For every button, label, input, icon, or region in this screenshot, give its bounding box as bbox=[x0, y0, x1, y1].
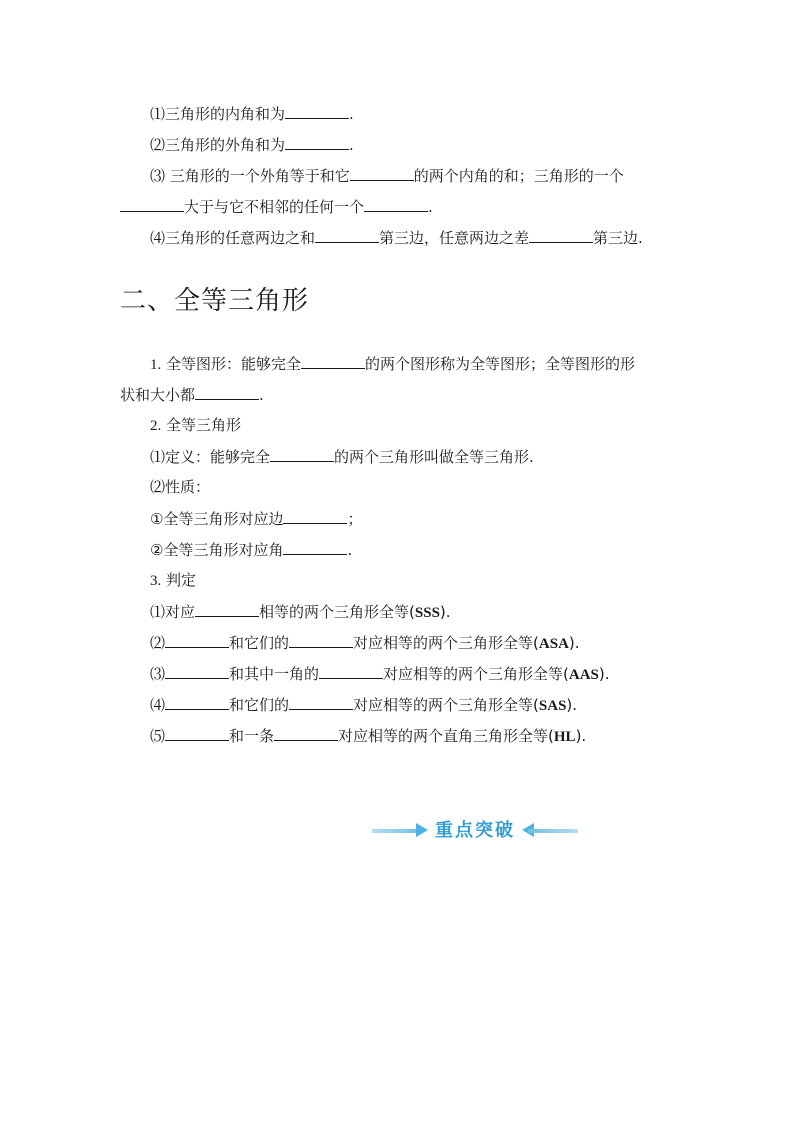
criterion-aas bbox=[150, 663, 794, 685]
item-text: 三角形的一个外角等于和它 bbox=[165, 167, 350, 185]
criterion-abbr: AAS bbox=[568, 667, 599, 683]
para-2-2 bbox=[150, 477, 794, 498]
item-1 bbox=[150, 103, 794, 125]
fill-blank[interactable] bbox=[319, 663, 383, 679]
criterion-sas bbox=[150, 694, 794, 716]
item-number: ⑴ bbox=[150, 450, 166, 466]
item-text: 三角形的外角和为 bbox=[165, 136, 286, 154]
fill-blank[interactable] bbox=[270, 446, 334, 462]
fill-blank[interactable] bbox=[315, 227, 379, 243]
item-text: 对应相等的两个三角形全等( bbox=[353, 696, 539, 714]
circled-number: ① bbox=[150, 510, 164, 528]
item-number: ⑶ bbox=[150, 169, 166, 185]
item-text: 三角形的内角和为 bbox=[165, 105, 286, 123]
item-text: 相等的两个三角形全等( bbox=[259, 603, 415, 621]
fill-blank[interactable] bbox=[285, 103, 349, 119]
criterion-asa bbox=[150, 632, 794, 654]
item-text: 和它们的 bbox=[229, 634, 290, 652]
fill-blank[interactable] bbox=[195, 601, 259, 617]
item-text: 的两个内角的和；三角形的一个 bbox=[413, 167, 624, 185]
item-3-cont bbox=[120, 196, 794, 217]
para-1 bbox=[150, 353, 794, 375]
criterion-hl bbox=[150, 725, 794, 747]
fill-blank[interactable] bbox=[285, 134, 349, 150]
fill-blank[interactable] bbox=[289, 694, 353, 710]
item-number: ⑸ bbox=[150, 729, 166, 745]
item-text: 和其中一角的 bbox=[229, 665, 320, 683]
item-number: ⑷ bbox=[150, 698, 166, 714]
item-text-end: ). bbox=[439, 603, 451, 621]
fill-blank[interactable] bbox=[274, 725, 338, 741]
fill-blank[interactable] bbox=[364, 196, 428, 212]
item-text: 定义：能够完全 bbox=[165, 448, 271, 466]
item-number: ⑶ bbox=[150, 667, 166, 683]
section-heading: 二、全等三角形 bbox=[120, 286, 310, 316]
item-text: 对应相等的两个三角形全等( bbox=[353, 634, 539, 652]
item-number: ⑴ bbox=[150, 107, 166, 123]
para-2-1 bbox=[150, 446, 794, 468]
item-text: 对应 bbox=[165, 603, 196, 621]
item-text: 第三边. bbox=[593, 229, 643, 247]
item-text-end: ). bbox=[566, 696, 578, 714]
item-text-end: . bbox=[349, 105, 354, 123]
criterion-abbr: ASA bbox=[538, 636, 569, 652]
para-2-2-a bbox=[150, 508, 794, 529]
fill-blank[interactable] bbox=[195, 384, 259, 400]
banner-title: 重点突破 bbox=[435, 820, 515, 841]
fill-blank[interactable] bbox=[283, 539, 347, 555]
item-text: 和它们的 bbox=[229, 696, 290, 714]
item-number: ⑷ bbox=[150, 231, 166, 247]
fill-blank[interactable] bbox=[165, 725, 229, 741]
item-text: 和一条 bbox=[229, 727, 275, 745]
fill-blank[interactable] bbox=[289, 632, 353, 648]
para-number: 2. bbox=[150, 418, 162, 434]
item-2 bbox=[150, 134, 794, 156]
para-text: 全等三角形 bbox=[161, 416, 242, 434]
para-2 bbox=[150, 415, 794, 436]
para-text: 全等图形：能够完全 bbox=[161, 355, 302, 373]
criterion-abbr: SAS bbox=[538, 698, 567, 714]
item-text: 对应相等的两个直角三角形全等( bbox=[338, 727, 554, 745]
item-4 bbox=[150, 227, 794, 249]
item-text-end: . bbox=[428, 198, 433, 216]
item-text: 性质： bbox=[165, 478, 211, 496]
banner-right-bar bbox=[528, 829, 578, 833]
item-text-end: . bbox=[347, 541, 353, 559]
fill-blank[interactable] bbox=[283, 508, 347, 524]
fill-blank[interactable] bbox=[120, 196, 184, 212]
fill-blank[interactable] bbox=[301, 353, 365, 369]
criterion-abbr: SSS bbox=[414, 605, 440, 621]
item-text-end: ). bbox=[598, 665, 610, 683]
item-text: 全等三角形对应边 bbox=[163, 510, 284, 528]
fill-blank[interactable] bbox=[165, 632, 229, 648]
item-text: 三角形的任意两边之和 bbox=[165, 229, 316, 247]
para-1-cont bbox=[120, 384, 794, 405]
item-text: 全等三角形对应角 bbox=[163, 541, 284, 559]
item-number: ⑵ bbox=[150, 138, 166, 154]
item-3 bbox=[150, 165, 794, 187]
para-text-end: . bbox=[259, 386, 264, 404]
item-text: 对应相等的两个三角形全等( bbox=[383, 665, 569, 683]
item-text-end: ). bbox=[568, 634, 580, 652]
para-number: 3. bbox=[150, 573, 162, 589]
item-text: 的两个三角形叫做全等三角形. bbox=[334, 448, 534, 466]
item-text: 大于与它不相邻的任何一个 bbox=[184, 198, 365, 216]
fill-blank[interactable] bbox=[350, 165, 414, 181]
item-text-end: . bbox=[349, 136, 354, 154]
criterion-abbr: HL bbox=[553, 729, 576, 745]
para-text: 状和大小都 bbox=[120, 386, 196, 404]
item-number: ⑴ bbox=[150, 605, 166, 621]
criterion-sss bbox=[150, 601, 794, 623]
fill-blank[interactable] bbox=[529, 227, 593, 243]
para-3 bbox=[150, 570, 794, 591]
para-text: 的两个图形称为全等图形；全等图形的形 bbox=[365, 355, 636, 373]
para-number: 1. bbox=[150, 357, 162, 373]
para-text: 判定 bbox=[161, 571, 197, 589]
item-text-end: ). bbox=[575, 727, 587, 745]
item-number: ⑵ bbox=[150, 636, 166, 652]
section-banner bbox=[372, 818, 578, 844]
item-number: ⑵ bbox=[150, 480, 166, 496]
para-2-2-b bbox=[150, 539, 794, 560]
item-text-end: ； bbox=[347, 510, 363, 528]
circled-number: ② bbox=[150, 541, 164, 559]
fill-blank[interactable] bbox=[165, 694, 229, 710]
fill-blank[interactable] bbox=[165, 663, 229, 679]
item-text: 第三边，任意两边之差 bbox=[379, 229, 530, 247]
